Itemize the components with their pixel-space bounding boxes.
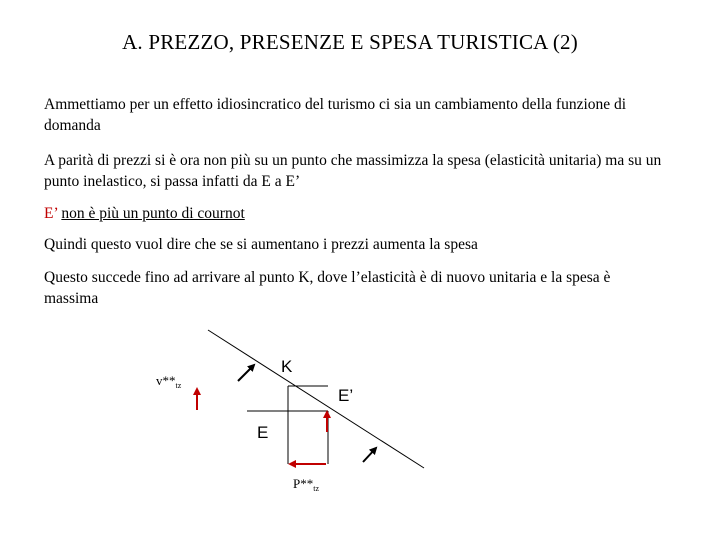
paragraph-price-increase: Quindi questo vuol dire che se si aumentano i prezzi aumenta la spesa [44, 236, 478, 253]
arrow-toward-k [238, 365, 254, 381]
x-axis-label-sub: tz [313, 484, 320, 493]
demand-curve [208, 330, 424, 468]
slide-title: A. PREZZO, PRESENZE E SPESA TURISTICA (2) [122, 30, 578, 54]
paragraph-point-k: Questo succede fino ad arrivare al punto K, dove l’elasticità è di nuovo unitaria e la spesa è massima [44, 269, 611, 307]
label-k: K [281, 357, 293, 376]
label-e: E [257, 423, 269, 442]
x-axis-label-main: P** [293, 476, 314, 491]
e-prime-highlight: E’ [44, 205, 58, 222]
y-axis-label-main: v** [156, 373, 176, 388]
x-axis-label [293, 476, 319, 493]
cournot-statement: non è più un punto di cournot [61, 205, 245, 222]
y-axis-label [156, 373, 182, 390]
arrow-demand-shift [363, 448, 376, 462]
y-axis-label-sub: tz [175, 381, 182, 390]
paragraph-demand-change: Ammettiamo per un effetto idiosincratico del turismo ci sia un cambiamento della funzione di domanda [44, 96, 627, 134]
paragraph-inelastic-point: A parità di prezzi si è ora non più su un punto che massimizza la spesa (elasticità unitaria) ma su un punto inelastico, si passa infatti da E a E’ [44, 152, 662, 190]
label-e-prime: E’ [338, 386, 354, 405]
